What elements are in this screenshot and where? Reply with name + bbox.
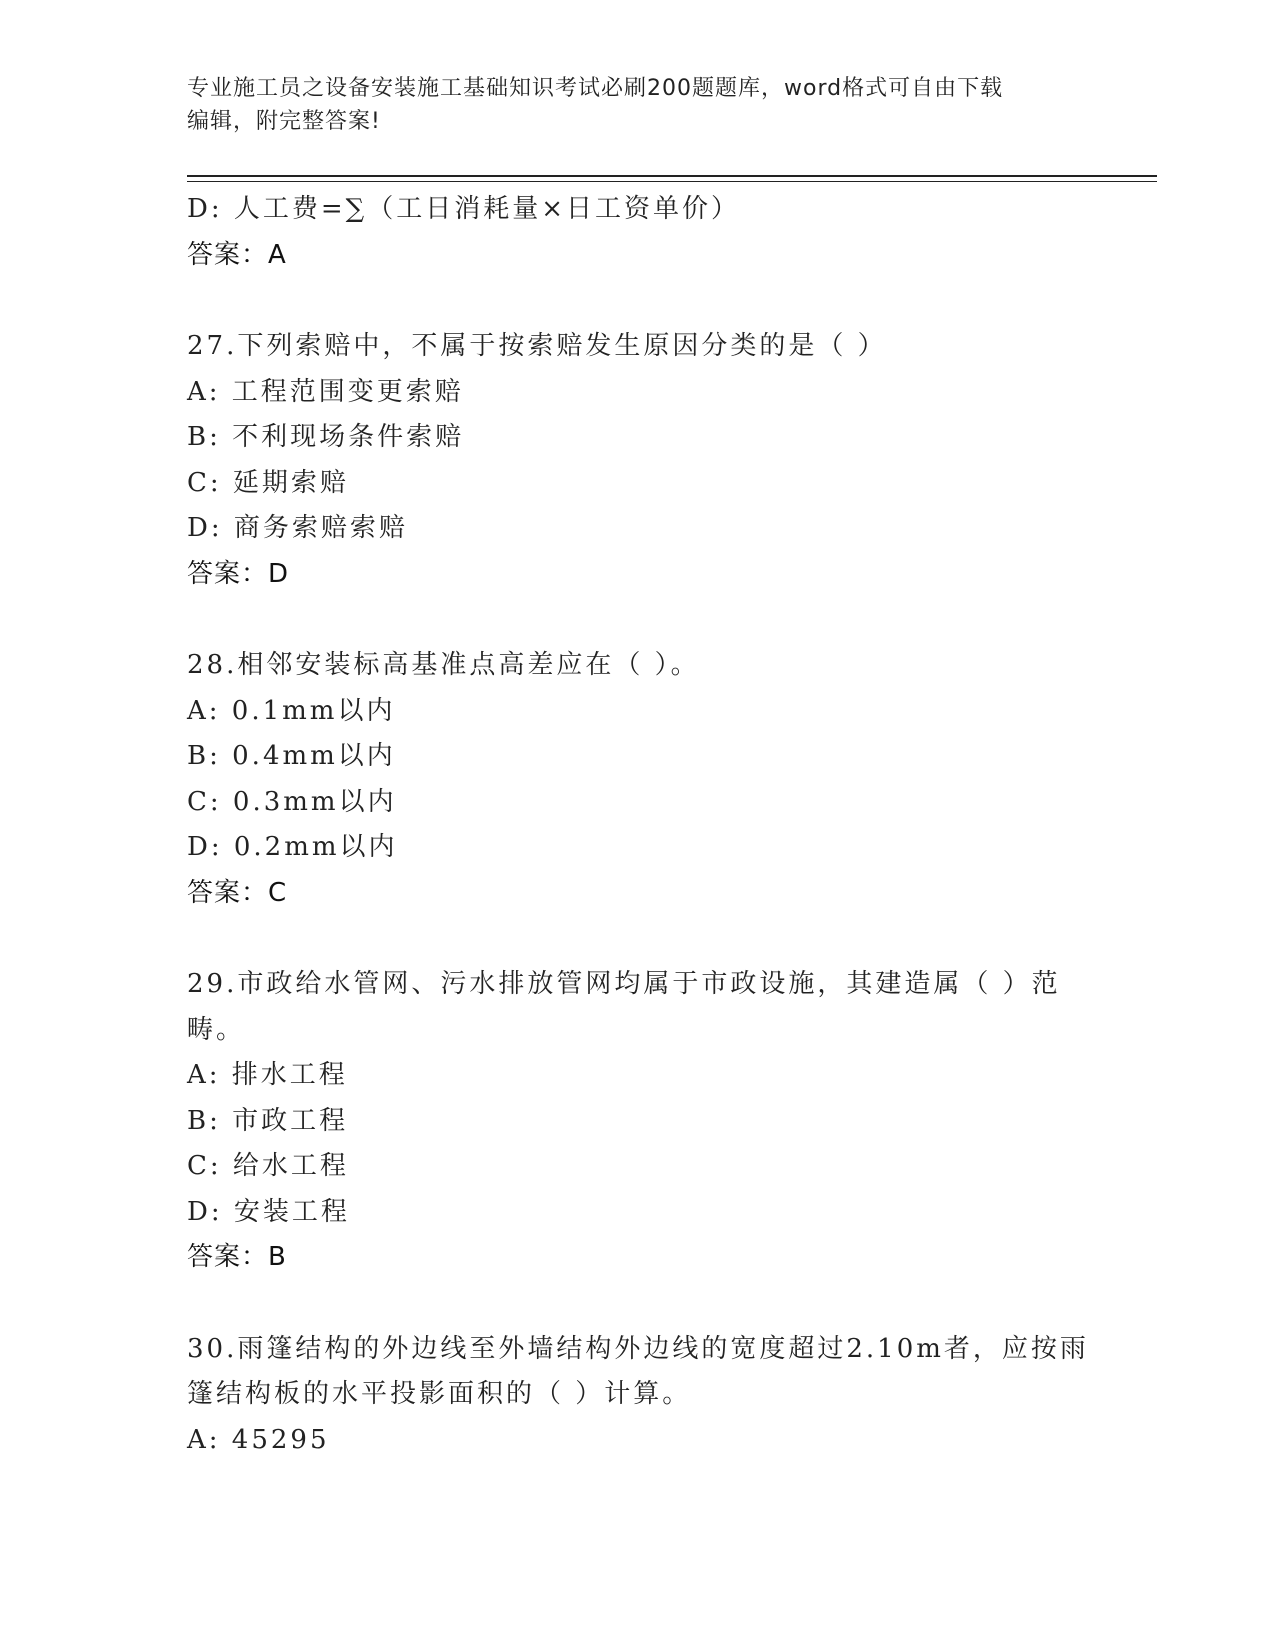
option-b: B: 0.4mm以内 xyxy=(187,741,396,771)
question-text: 27.下列索赔中，不属于按索赔发生原因分类的是（ ） xyxy=(187,331,887,361)
header-divider-thin xyxy=(187,181,1157,182)
option-a: A: 排水工程 xyxy=(187,1060,348,1090)
option-b: B: 不利现场条件索赔 xyxy=(187,422,465,452)
question-block-29 xyxy=(187,962,1087,1281)
question-text-line-1: 29.市政给水管网、污水排放管网均属于市政设施，其建造属（ ）范 xyxy=(187,969,1061,999)
option-a: A: 工程范围变更索赔 xyxy=(187,376,464,407)
option-c: C: 延期索赔 xyxy=(187,467,349,498)
question-text-line-1: 30.雨篷结构的外边线至外墙结构外边线的宽度超过2.10m者，应按雨 xyxy=(187,1333,1089,1364)
question-block-30 xyxy=(187,1327,1087,1464)
option-b: B: 市政工程 xyxy=(187,1105,349,1136)
answer-line: 答案：A xyxy=(187,239,287,270)
option-c: C: 0.3mm以内 xyxy=(187,786,397,817)
question-text-line-2: 篷结构板的水平投影面积的（ ）计算。 xyxy=(187,1379,692,1409)
option-a: A: 0.1mm以内 xyxy=(187,695,396,726)
option-c: C: 给水工程 xyxy=(187,1151,349,1181)
option-d: D: 人工费=∑（工日消耗量×日工资单价） xyxy=(187,194,741,224)
document-header xyxy=(187,72,1087,138)
question-block-28 xyxy=(187,643,1087,916)
question-block-27 xyxy=(187,324,1087,597)
header-title-line-1: 专业施工员之设备安装施工基础知识考试必刷200题题库，word格式可自由下载 xyxy=(187,76,1004,101)
question-block-26-tail xyxy=(187,187,1087,278)
answer-line: 答案：D xyxy=(187,558,290,589)
option-d: D: 商务索赔索赔 xyxy=(187,513,408,543)
question-text: 28.相邻安装标高基准点高差应在（ ）。 xyxy=(187,650,700,680)
option-d: D: 0.2mm以内 xyxy=(187,832,398,862)
question-list xyxy=(187,187,1087,1463)
answer-line: 答案：C xyxy=(187,877,288,908)
header-divider-thick xyxy=(187,175,1157,177)
option-d: D: 安装工程 xyxy=(187,1196,350,1227)
question-text-line-2: 畴。 xyxy=(187,1014,246,1045)
answer-line: 答案：B xyxy=(187,1242,287,1272)
header-title-line-2: 编辑，附完整答案! xyxy=(187,109,381,134)
option-a: A: 45295 xyxy=(187,1424,330,1455)
